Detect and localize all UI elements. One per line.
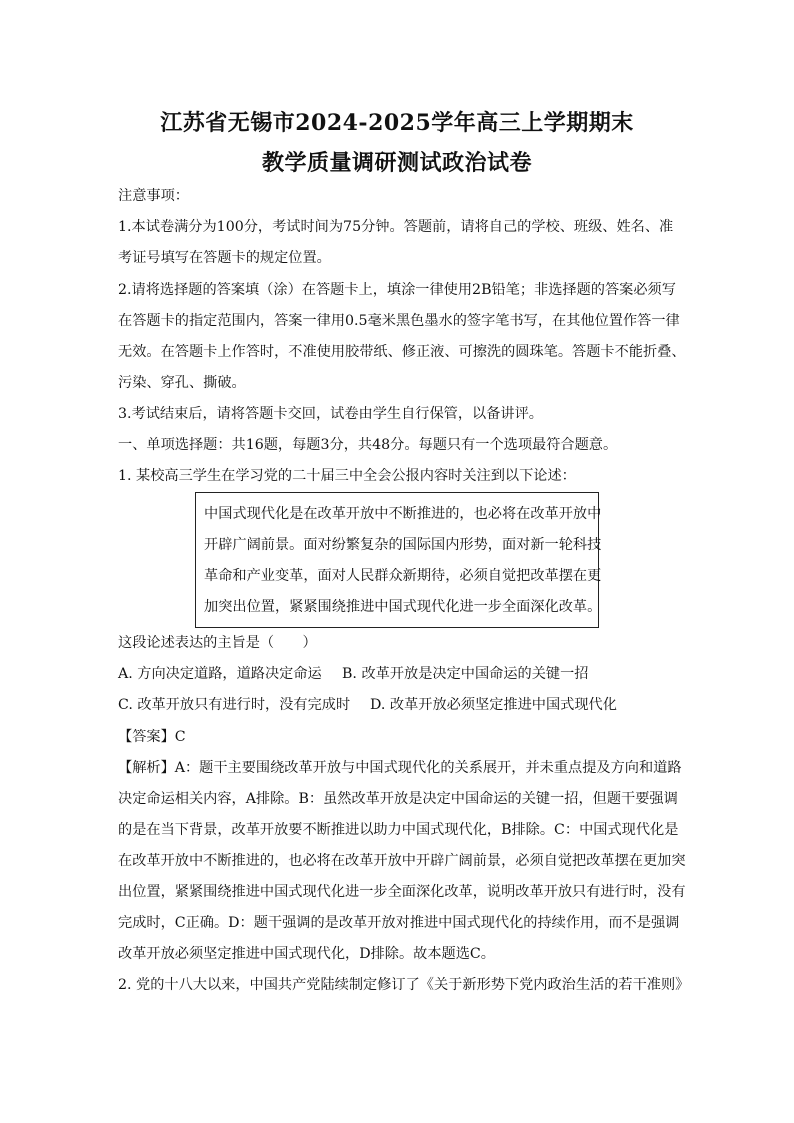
notice-line: 在答题卡的指定范围内，答案一律用0.5毫米黑色墨水的签字笔书写，在其他位置作答一律 xyxy=(118,313,680,329)
question-1-prompt: 这段论述表达的主旨是（ ） xyxy=(118,635,317,651)
notice-line: 1.本试卷满分为100分，考试时间为75分钟。答题前，请将自己的学校、班级、姓名、准 xyxy=(118,219,674,235)
analysis-line: 完成时，C正确。D：题干强调的是改革开放对推进中国式现代化的持续作用，而不是强调 xyxy=(118,915,680,931)
option-d: D. 改革开放必须坚定推进中国式现代化 xyxy=(370,697,617,713)
notice-line: 2.请将选择题的答案填（涂）在答题卡上，填涂一律使用2B铅笔；非选择题的答案必须写 xyxy=(118,282,676,298)
quote-line: 革命和产业变革，面对人民群众新期待，必须自觉把改革摆在更 xyxy=(204,568,602,584)
notice-line: 无效。在答题卡上作答时，不准使用胶带纸、修正液、可擦洗的圆珠笔。答题卡不能折叠、 xyxy=(118,344,686,360)
notice-line: 3.考试结束后，请将答题卡交回，试卷由学生自行保管，以备讲评。 xyxy=(118,406,543,422)
quote-line: 开辟广阔前景。面对纷繁复杂的国际国内形势，面对新一轮科技 xyxy=(204,537,602,553)
quote-line: 中国式现代化是在改革开放中不断推进的，也必将在改革开放中 xyxy=(204,506,602,522)
notice-line: 污染、穿孔、撕破。 xyxy=(118,375,246,391)
exam-title-line2: 教学质量调研测试政治试卷 xyxy=(261,150,532,176)
notice-line: 考证号填写在答题卡的规定位置。 xyxy=(118,250,331,266)
question-1-quote-box xyxy=(195,492,602,628)
quote-line: 加突出位置，紧紧围绕推进中国式现代化进一步全面深化改革。 xyxy=(204,599,602,615)
section-heading: 一、单项选择题：共16题，每题3分，共48分。每题只有一个选项最符合题意。 xyxy=(118,437,618,453)
question-1-answer: 【答案】C xyxy=(118,729,186,745)
option-a: A. 方向决定道路，道路决定命运 xyxy=(118,666,322,682)
analysis-line: 出位置，紧紧围绕推进中国式现代化进一步全面深化改革，说明改革开放只有进行时，没有 xyxy=(118,884,686,900)
question-2-stem: 2. 党的十八大以来，中国共产党陆续制定修订了《关于新形势下党内政治生活的若干准则》 xyxy=(118,977,690,993)
analysis-line: 在改革开放中不断推进的，也必将在改革开放中开辟广阔前景，必须自觉把改革摆在更加突 xyxy=(118,853,686,869)
notice-heading: 注意事项： xyxy=(118,188,189,204)
analysis-line: 决定命运相关内容，A排除。B：虽然改革开放是决定中国命运的关键一招，但题干要强调 xyxy=(118,791,678,807)
exam-title-line1: 江苏省无锡市2024-2025学年高三上学期期末 xyxy=(160,110,634,136)
question-1-options-row-2 xyxy=(118,695,688,715)
analysis-line: 【解析】A：题干主要围绕改革开放与中国式现代化的关系展开，并未重点提及方向和道路 xyxy=(118,760,682,776)
question-1-stem: 1. 某校高三学生在学习党的二十届三中全会公报内容时关注到以下论述： xyxy=(118,468,576,484)
option-b: B. 改革开放是决定中国命运的关键一招 xyxy=(342,666,589,682)
question-1-options-row-1 xyxy=(118,664,688,684)
option-c: C. 改革开放只有进行时，没有完成时 xyxy=(118,697,351,713)
analysis-line: 的是在当下背景，改革开放要不断推进以助力中国式现代化，B排除。C：中国式现代化是 xyxy=(118,822,679,838)
analysis-line: 改革开放必须坚定推进中国式现代化，D排除。故本题选C。 xyxy=(118,946,495,962)
